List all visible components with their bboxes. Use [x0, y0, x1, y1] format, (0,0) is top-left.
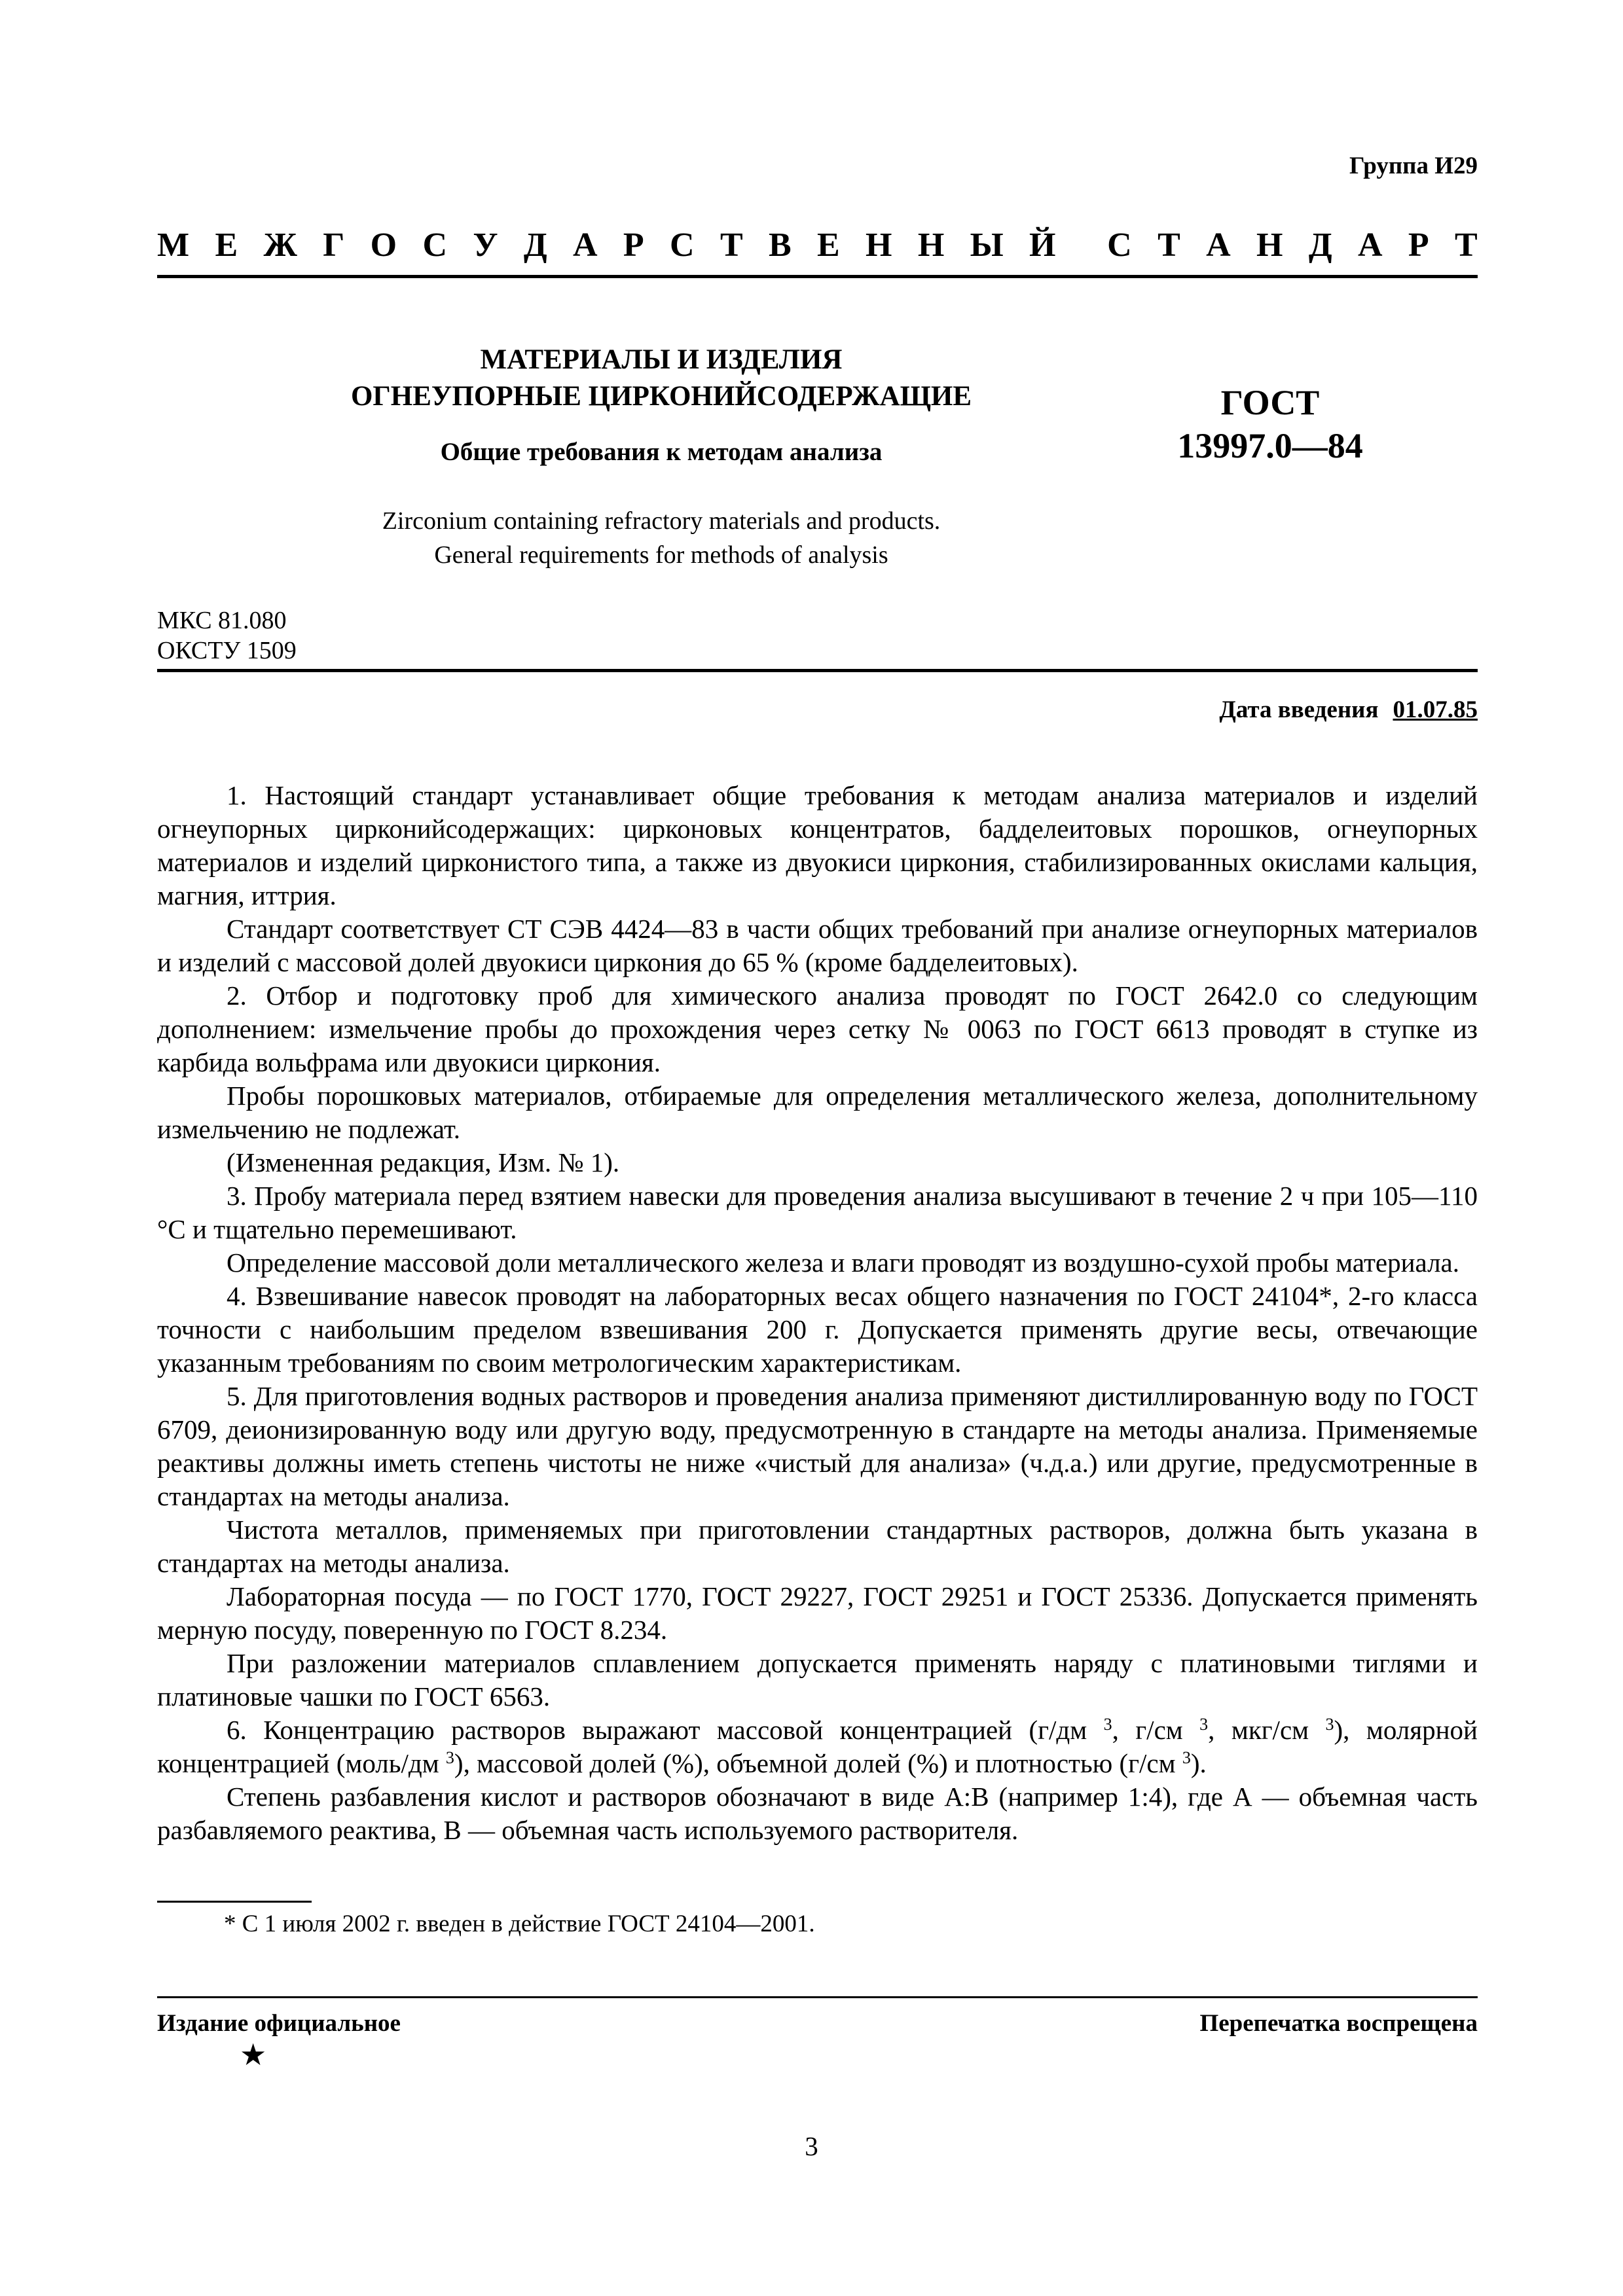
english-title-line: Zirconium containing refractory materials and products.: [382, 507, 941, 535]
official-edition-label: Издание официальное: [157, 2010, 401, 2037]
document-subtitle: Общие требования к методам анализа: [440, 438, 883, 466]
heading-letter: Ж: [263, 226, 297, 264]
superscript: 3: [445, 1748, 454, 1767]
heading-letter: Е: [817, 226, 840, 264]
text-segment: , мкг/см: [1208, 1715, 1326, 1745]
heading-letter: А: [1206, 226, 1231, 264]
heading-letter: Д: [1308, 226, 1332, 264]
paragraph: 3. Пробу материала перед взятием навески для проведения анализа высушивают в течение 2 ч при 105—110 °С и тщательно перемешивают.: [157, 1181, 1478, 1244]
codes-rule: [157, 669, 1478, 672]
mks-code: МКС 81.080: [157, 607, 287, 634]
heading-letter: Р: [1408, 226, 1429, 264]
header-rule: [157, 275, 1478, 278]
heading-letter: Е: [215, 226, 238, 264]
paragraph-concentration: [157, 1713, 1478, 1780]
document-title: [282, 342, 1041, 415]
footnote-rule: [157, 1901, 312, 1903]
paragraph: При разложении материалов сплавлением допускается применять наряду с платиновыми тиглями и платиновые чашки по ГОСТ 6563.: [157, 1648, 1478, 1712]
text-segment: ), молярной концентрацией (моль/дм: [157, 1715, 1478, 1778]
english-title: [282, 504, 1041, 572]
heading-letter: С: [670, 226, 695, 264]
heading-letter: Р: [623, 226, 644, 264]
heading-letter: В: [768, 226, 792, 264]
document-body: [157, 779, 1478, 1847]
heading-letter: Ы: [970, 226, 1004, 264]
heading-letter: Г: [323, 226, 345, 264]
heading-letter: Т: [1454, 226, 1478, 264]
paragraph: Степень разбавления кислот и растворов обозначают в виде А:В (например 1:4), где А — объемная часть разбавляемого реактива, В — объемная часть используемого растворителя.: [157, 1782, 1478, 1845]
footnote: * С 1 июля 2002 г. введен в действие ГОСТ 24104—2001.: [224, 1910, 815, 1937]
text-segment: , г/см: [1112, 1715, 1200, 1745]
title-line: ОГНЕУПОРНЫЕ ЦИРКОНИЙСОДЕРЖАЩИЕ: [350, 381, 972, 412]
superscript: 3: [1103, 1715, 1112, 1734]
heading-letter: М: [157, 226, 190, 264]
classification-codes: [157, 605, 297, 666]
gost-label: ГОСТ: [1220, 383, 1320, 422]
superscript: 3: [1325, 1715, 1334, 1734]
heading-letter: Н: [1256, 226, 1283, 264]
paragraph: 5. Для приготовления водных растворов и проведения анализа применяют дистиллированную воду по ГОСТ 6709, деионизированную воду или другую воду, предусмотренную в стандарте на методы анализа. Применяемые реактивы должны иметь степень чистоты не ниже «чистый для анализа» (ч.д.а.) или другие, предусмотренные в стандартах на методы анализа.: [157, 1381, 1478, 1511]
heading-letter: У: [473, 226, 498, 264]
heading-letter: С: [1107, 226, 1132, 264]
gost-designation: [1113, 381, 1427, 467]
heading-letter: Т: [1158, 226, 1180, 264]
gost-number: 13997.0—84: [1177, 426, 1363, 465]
text-segment: ), массовой долей (%), объемной долей (%) и плотностью (г/см: [454, 1748, 1182, 1778]
footer-rule: [157, 1996, 1478, 1998]
heading-letter: А: [1357, 226, 1383, 264]
superscript: 3: [1199, 1715, 1209, 1734]
heading-letter: Н: [917, 226, 945, 264]
date-label: Дата введения: [1219, 696, 1379, 723]
heading-letter: Д: [523, 226, 547, 264]
date-value: 01.07.85: [1393, 696, 1478, 723]
heading-letter: А: [573, 226, 598, 264]
paragraph: (Измененная редакция, Изм. № 1).: [227, 1147, 620, 1177]
paragraph: Лабораторная посуда — по ГОСТ 1770, ГОСТ 29227, ГОСТ 29251 и ГОСТ 25336. Допускается применять мерную посуду, поверенную по ГОСТ 8.234.: [157, 1581, 1478, 1645]
reprint-prohibited-label: Перепечатка воспрещена: [1199, 2010, 1478, 2037]
text-segment: ).: [1190, 1748, 1207, 1778]
paragraph: 4. Взвешивание навесок проводят на лабораторных весах общего назначения по ГОСТ 24104*, 2-го класса точности с наибольшим пределом взвешивания 200 г. Допускается применять другие весы, отвечающие указанным требованиям по своим метрологическим характеристикам.: [157, 1281, 1478, 1378]
introduction-date: [1219, 696, 1478, 724]
paragraph: Пробы порошковых материалов, отбираемые для определения металлического железа, дополнительному измельчению не подлежат.: [157, 1081, 1478, 1144]
group-code: Группа И29: [1349, 152, 1478, 179]
paragraph: 1. Настоящий стандарт устанавливает общие требования к методам анализа материалов и изделий огнеупорных цирконийсодержащих: цирконовых концентратов, бадделеитовых порошков, огнеупорных материалов и изделий цирконистого типа, а также из двуокиси циркония, стабилизированных окислами кальция, магния, иттрия.: [157, 780, 1478, 910]
heading-letter: Й: [1029, 226, 1056, 264]
paragraph: Стандарт соответствует СТ СЭВ 4424—83 в части общих требований при анализе огнеупорных материалов и изделий с массовой долей двуокиси циркония до 65 % (кроме бадделеитовых).: [157, 914, 1478, 977]
paragraph: 2. Отбор и подготовку проб для химического анализа проводят по ГОСТ 2642.0 со следующим дополнением: измельчение пробы до прохождения через сетку № 0063 по ГОСТ 6613 проводят в ступке из карбида вольфрама или двуокиси циркония.: [157, 980, 1478, 1077]
heading-letter: О: [370, 226, 397, 264]
star-icon: ★: [240, 2037, 267, 2072]
text-segment: 6. Концентрацию растворов выражают массовой концентрацией (г/дм: [227, 1715, 1104, 1745]
english-title-line: General requirements for methods of analysis: [434, 541, 888, 569]
page-number: 3: [805, 2131, 818, 2161]
heading-letter: С: [422, 226, 448, 264]
interstate-standard-heading: [157, 226, 1478, 264]
heading-letter: Т: [720, 226, 743, 264]
title-line: МАТЕРИАЛЫ И ИЗДЕЛИЯ: [480, 344, 843, 375]
superscript: 3: [1182, 1748, 1191, 1767]
okstu-code: ОКСТУ 1509: [157, 637, 297, 664]
paragraph: Определение массовой доли металлического железа и влаги проводят из воздушно-сухой пробы материала.: [227, 1247, 1459, 1278]
paragraph: Чистота металлов, применяемых при приготовлении стандартных растворов, должна быть указана в стандартах на методы анализа.: [157, 1515, 1478, 1578]
heading-letter: Н: [866, 226, 892, 264]
